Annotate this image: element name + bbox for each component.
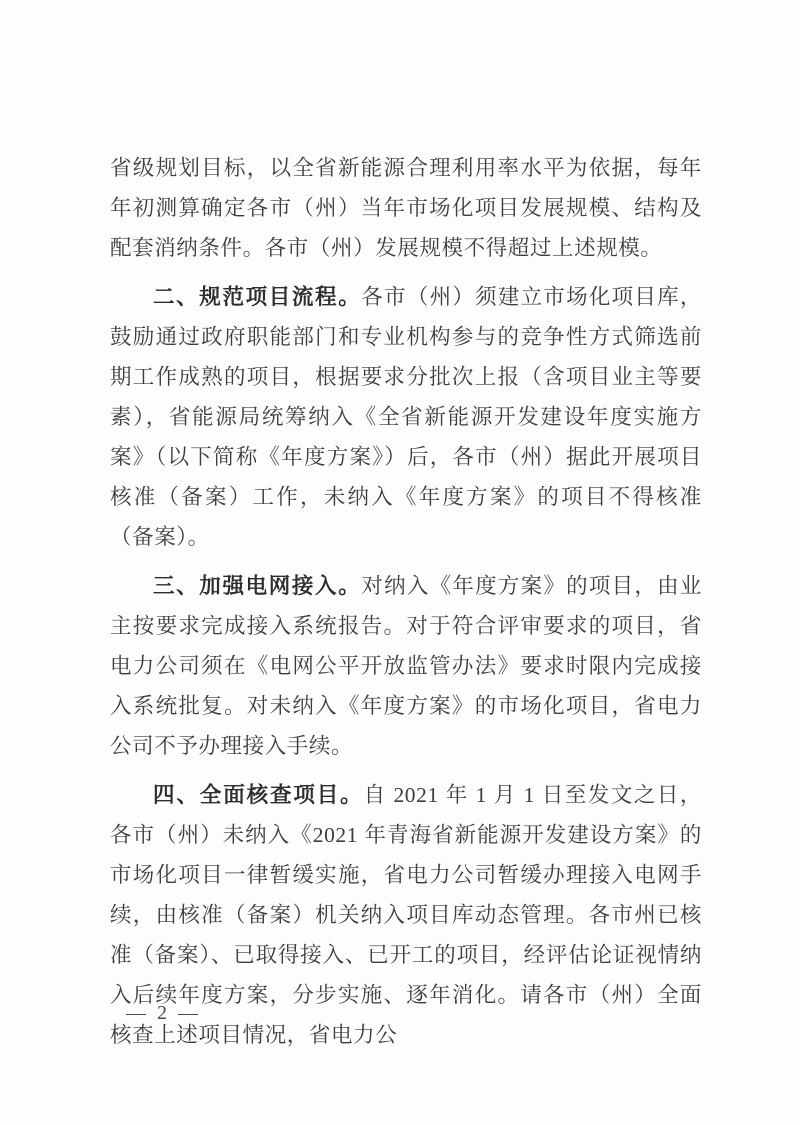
paragraph-section-2 <box>110 277 702 557</box>
page-footer <box>126 998 201 1028</box>
document-content <box>110 148 702 1064</box>
section-3-heading: 三、加强电网接入。 <box>153 574 362 598</box>
section-3-text: 对纳入《年度方案》的项目，由业主按要求完成接入系统报告。对于符合评审要求的项目，省电力公司须在《电网公平开放监管办法》要求时限内完成接入系统批复。对未纳入《年度方案》的市场化项目，省电力公司不予办理接入手续。 <box>110 574 702 758</box>
section-2-text: 各市（州）须建立市场化项目库，鼓励通过政府职能部门和专业机构参与的竞争性方式筛选前期工作成熟的项目，根据要求分批次上报（含项目业主等要素），省能源局统筹纳入《全省新能源开发建设年度实施方案》（以下简称《年度方案》）后，各市（州）据此开展项目核准（备案）工作，未纳入《年度方案》的项目不得核准（备案）。 <box>110 285 702 549</box>
paragraph-continuation <box>110 148 702 268</box>
section-4-heading: 四、全面核查项目。 <box>153 783 364 807</box>
paragraph-continuation-text: 省级规划目标，以全省新能源合理利用率水平为依据，每年年初测算确定各市（州）当年市场化项目发展规模、结构及配套消纳条件。各市（州）发展规模不得超过上述规模。 <box>110 156 702 260</box>
section-2-heading: 二、规范项目流程。 <box>153 285 362 309</box>
paragraph-section-3 <box>110 566 702 766</box>
page-number: — 2 — <box>126 1002 201 1024</box>
section-4-text: 自 2021 年 1 月 1 日至发文之日，各市（州）未纳入《2021 年青海省新能源开发建设方案》的市场化项目一律暂缓实施，省电力公司暂缓办理接入电网手续，由核准（备案）机关纳入项目库动态管理。各市州已核准（备案）、已取得接入、已开工的项目，经评估论证视情纳入后续年度方案，分步实施、逐年消化。请各市（州）全面核查上述项目情况，省电力公 <box>110 783 702 1047</box>
